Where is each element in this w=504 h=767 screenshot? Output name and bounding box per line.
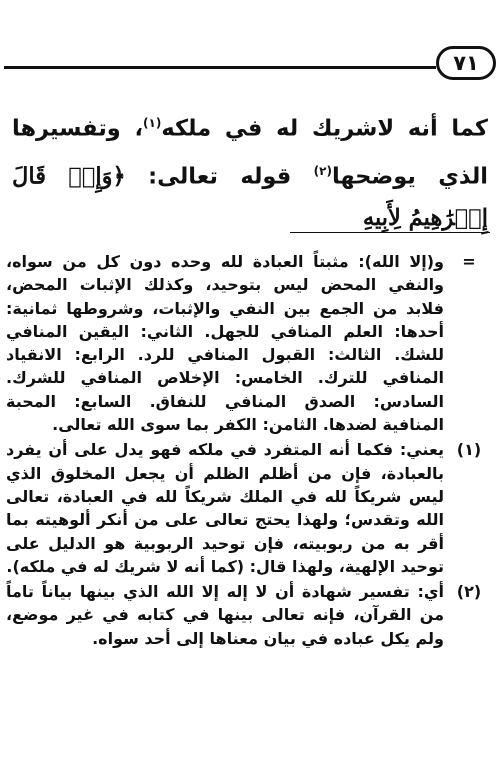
page-number-badge — [436, 46, 496, 80]
footnote-1 — [6, 438, 494, 578]
footnote-ref-2: (٢) — [313, 163, 332, 178]
footnote-marker: (١) — [456, 440, 482, 460]
footnote-separator — [290, 232, 490, 233]
footnote-continued — [6, 250, 494, 436]
footnote-marker: = — [462, 252, 476, 271]
quran-open-bracket: ﴿ — [112, 163, 126, 189]
header-rule — [4, 66, 436, 69]
footnote-text: أي: تفسير شهادة أن لا إله إلا الله الذي بينها بياناً تاماً من القرآن، فإنه تعالى بينها في كتابه في غير موضع، ولم يكل عباده في بيان معناها إلى أحد سواه. — [6, 582, 444, 648]
footnote-text: يعني: فكما أنه المتفرد في ملكه فهو يدل على أن يفرد بالعبادة، فإن من أظلم الظلم أن يجعل المخلوق الذي ليس شريكاً لله في الملك شريكاً لله في العبادة، تعالى الله وتقدس؛ ولهذا يحتج تعالى على من أنكر ألوهيته بما أقر به من ربوبيته، فإن توحيد الربوبية هو الدليل على توحيد الإلهية، ولهذا قال: (كما أنه لا شريك له في ملكه). — [6, 440, 444, 576]
footnote-marker: (٢) — [456, 582, 482, 602]
footnotes — [6, 250, 494, 650]
footnote-2 — [6, 580, 494, 650]
footnote-ref-1: (١) — [143, 116, 162, 130]
main-text-part-1: كما أنه لاشريك له في ملكه — [161, 115, 488, 142]
footnote-text: و(إلا الله): مثبتاً العبادة لله وحده دون كل من سواه، والنفي المحض ليس بتوحيد، وكذلك الإثبات المحض، فلابد من الجمع بين النفي والإثبات، وشروطها ثمانية: أحدها: العلم المنافي للجهل. الثاني: اليقين المنافي للشك. الثالث: القبول المنافي للرد. الرابع: الانقياد المنافي للترك. الخامس: الإخلاص المنافي للشرك. السادس: الصدق المنافي للنفاق. السابع: المحبة المنافية لضدها. الثامن: الكفر بما سوى الله تعالى. — [6, 252, 444, 435]
main-text-part-2: ، وتفسيرها الذي يوضحها — [12, 115, 488, 189]
page-number: ٧١ — [453, 51, 479, 75]
main-paragraph — [12, 102, 488, 239]
quran-verse: وَإِذۡ قَالَ إِبۡرَٰهِيمُ لِأَبِيهِ — [12, 163, 488, 231]
main-text-part-3: قوله تعالى: — [125, 163, 314, 189]
